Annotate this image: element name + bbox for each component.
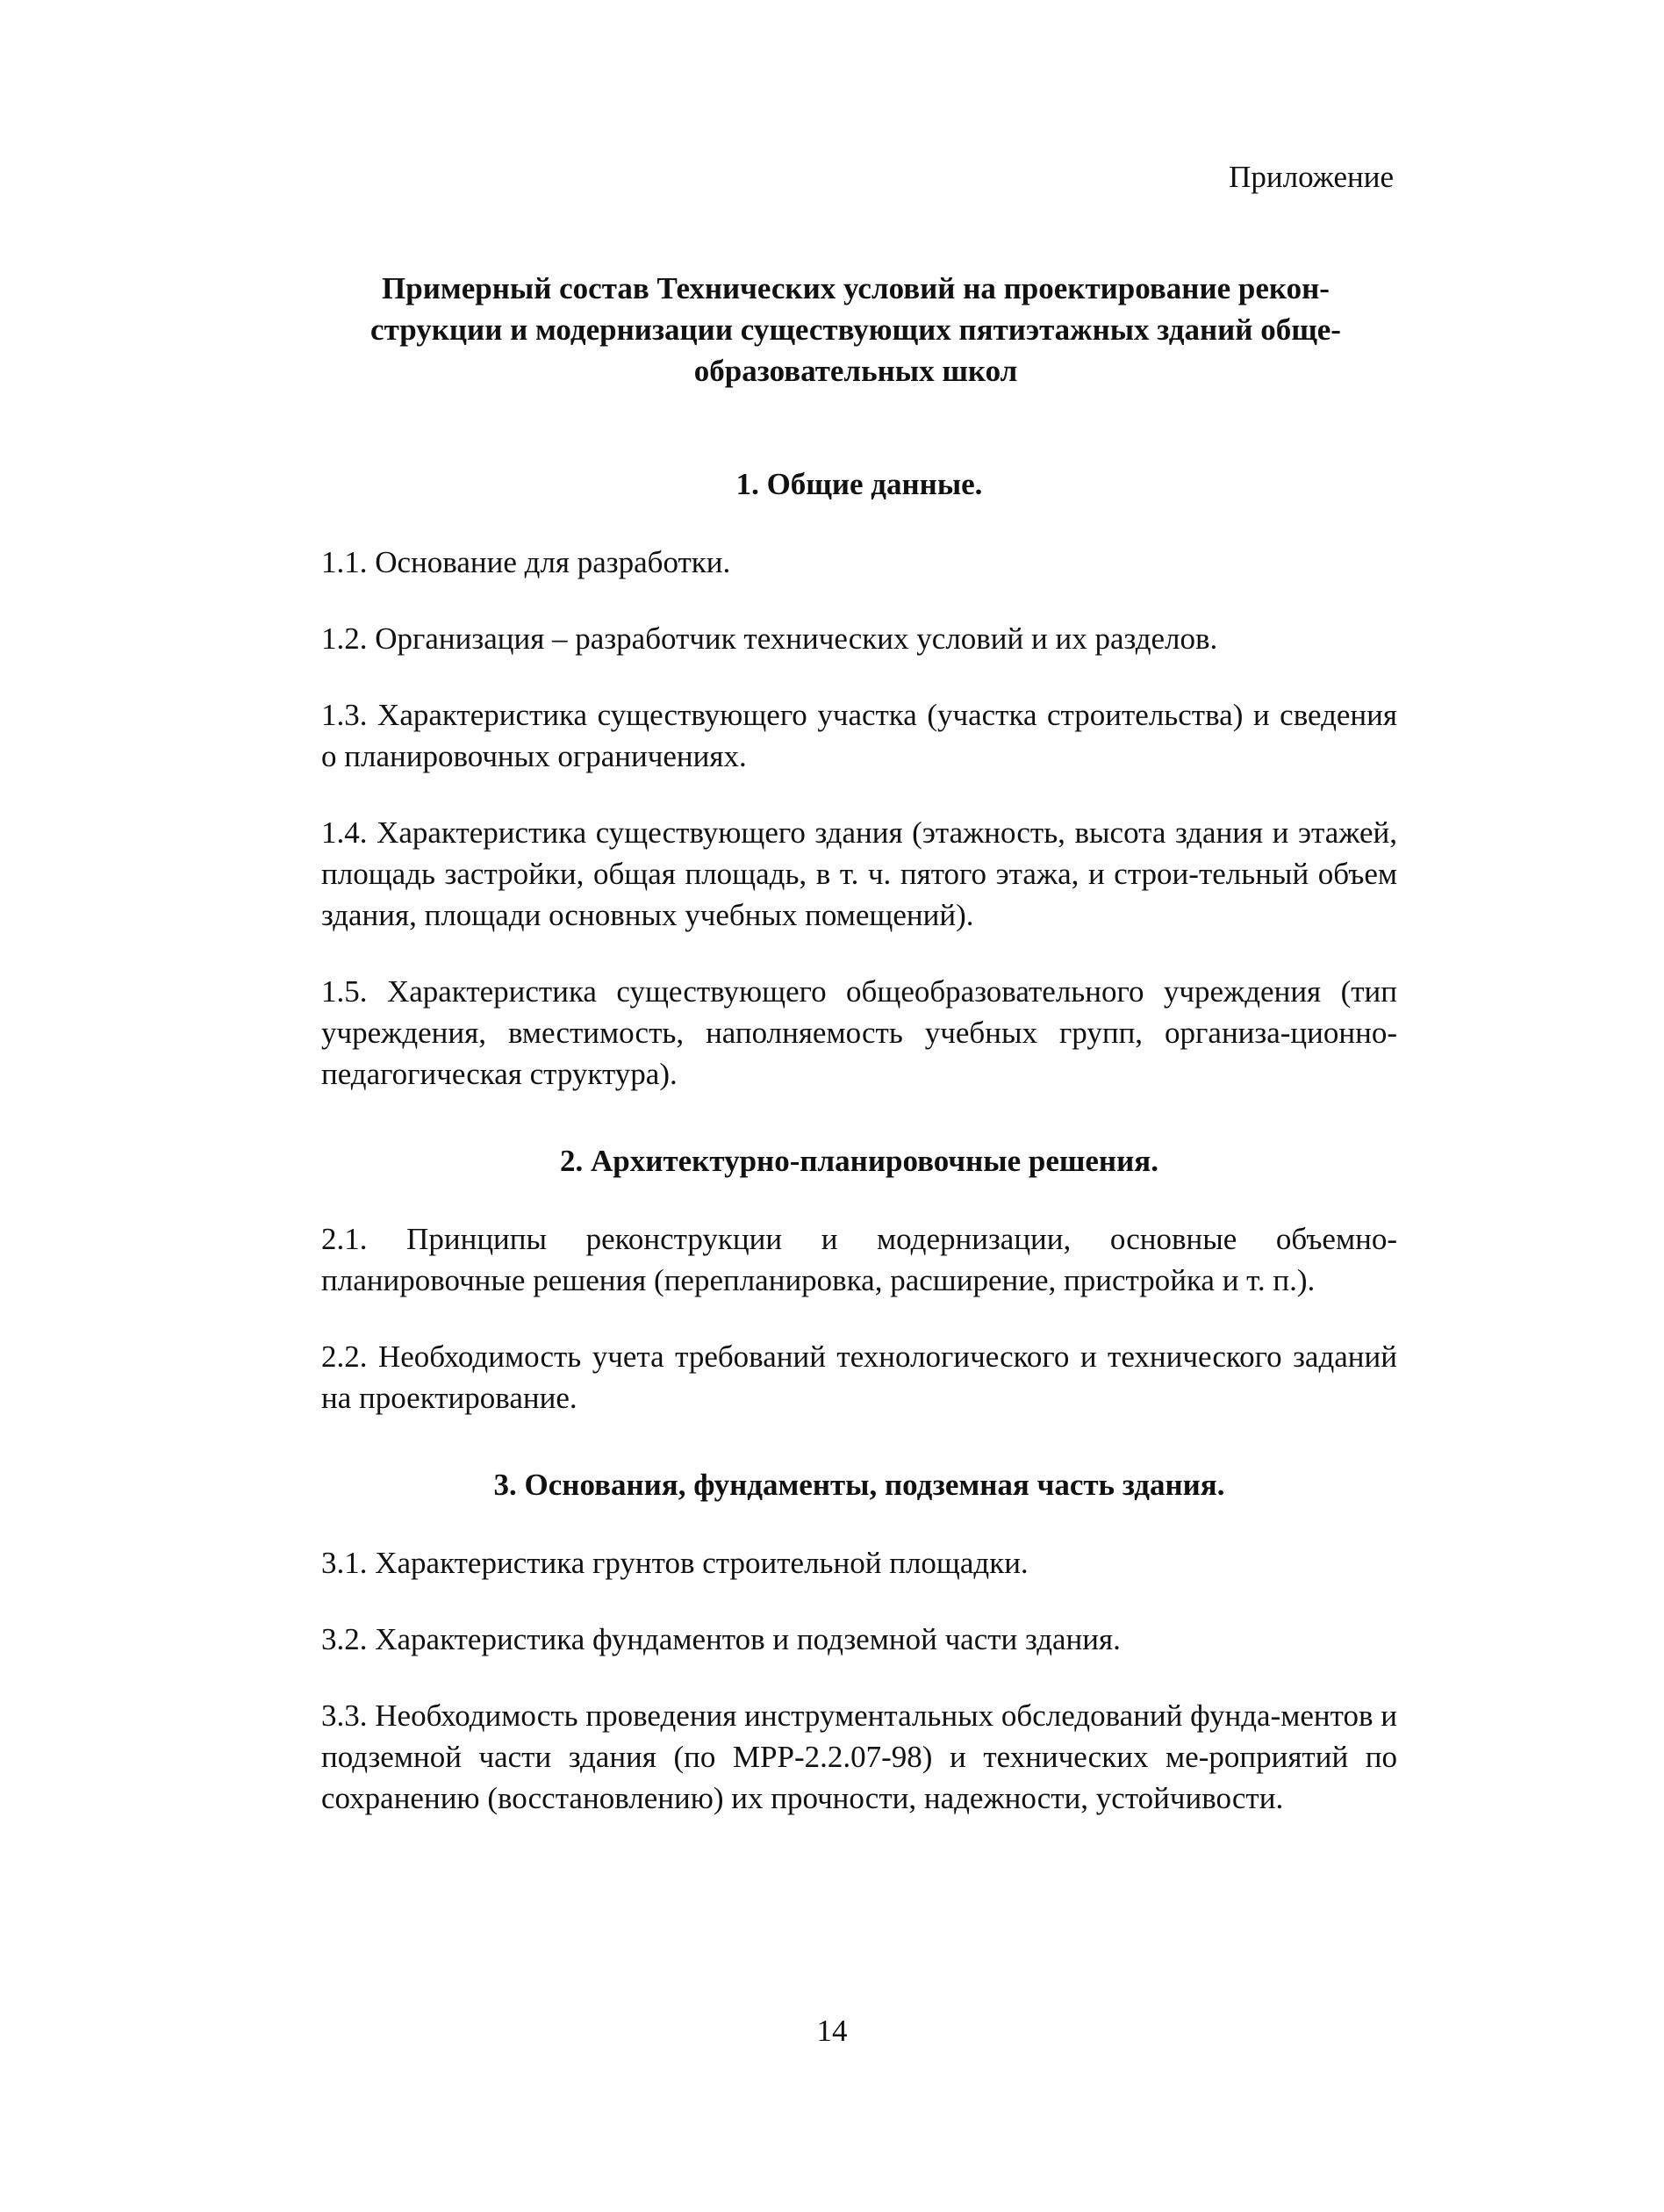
section-foundations	[321, 1464, 1397, 1819]
clause-2-1: 2.1. Принципы реконструкции и модернизации, основные объемно-планировочные решения (перепланировка, расширение, пристройка и т. п.).	[321, 1222, 1397, 1297]
clause-3-2: 3.2. Характеристика фундаментов и подземной части здания.	[321, 1622, 1121, 1656]
clause-1-5: 1.5. Характеристика существующего общеобразовательного учреждения (тип учреждения, вместимость, наполняемость учебных групп, организа-ционно-педагогическая структура).	[321, 974, 1397, 1091]
clause-3-3: 3.3. Необходимость проведения инструментальных обследований фунда-ментов и подземной части здания (по МРР-2.2.07-98) и технических ме-роприятий по сохранению (восстановлению) их прочности, надежности, устойчивости.	[321, 1698, 1397, 1815]
clause-2-2: 2.2. Необходимость учета требований технологического и технического заданий на проектирование.	[321, 1339, 1397, 1415]
clause-1-2: 1.2. Организация – разработчик технических условий и их разделов.	[321, 621, 1218, 656]
section-architecture-planning	[321, 1140, 1397, 1418]
clause-1-3: 1.3. Характеристика существующего участка (участка строительства) и сведения о планировочных ограничениях.	[321, 698, 1397, 773]
clause-1-4: 1.4. Характеристика существующего здания (этажность, высота здания и этажей, площадь застройки, общая площадь, в т. ч. пятого этажа, и строи-тельный объем здания, площади основных учебных помещений).	[321, 815, 1397, 932]
section-heading: 1. Общие данные.	[735, 467, 983, 501]
document-title-line: образовательных школ	[693, 354, 1018, 388]
section-general-data	[321, 463, 1397, 1095]
document-body	[321, 463, 1397, 1819]
document-title-line: Примерный состав Технических условий на проектирование рекон-	[382, 271, 1330, 305]
clause-3-1: 3.1. Характеристика грунтов строительной площадки.	[321, 1546, 1029, 1580]
page-number: 14	[816, 2014, 848, 2048]
section-heading: 3. Основания, фундаменты, подземная часть здания.	[493, 1468, 1225, 1502]
document-title-line: струкции и модернизации существующих пятиэтажных зданий обще-	[370, 312, 1341, 347]
document-title	[316, 268, 1395, 391]
clause-1-1: 1.1. Основание для разработки.	[321, 545, 731, 579]
appendix-label: Приложение	[1229, 160, 1394, 194]
section-heading: 2. Архитектурно-планировочные решения.	[560, 1144, 1158, 1178]
